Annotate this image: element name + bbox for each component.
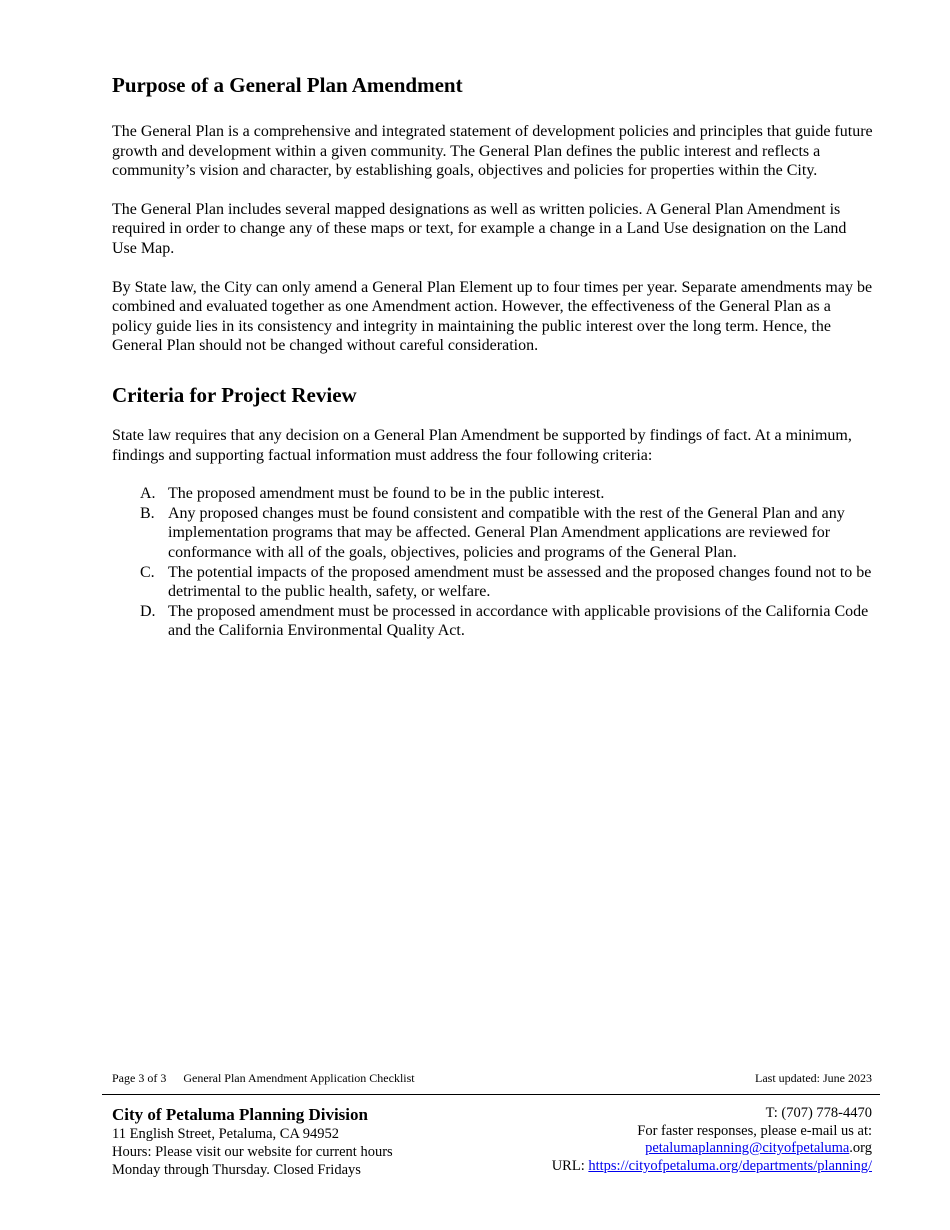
purpose-paragraph-3: By State law, the City can only amend a General Plan Element up to four times per year. Separate amendments may be combined and evaluated together as one Amendment action. However, the effectiveness of the General Plan as a policy guide lies in its consistency and integrity in maintaining the public interest over the long term. Hence, the General Plan should not be changed without careful consideration. — [112, 278, 873, 355]
criteria-text: The proposed amendment must be found to be in the public interest. — [168, 485, 605, 503]
phone-number: T: (707) 778-4470 — [765, 1105, 872, 1121]
website-link[interactable]: https://cityofpetaluma.org/departments/planning/ — [588, 1157, 872, 1174]
criteria-item — [112, 602, 874, 641]
last-updated: Last updated: June 2023 — [755, 1071, 872, 1085]
page-number: Page 3 of 3 — [112, 1071, 167, 1085]
criteria-list — [112, 484, 874, 641]
criteria-text: The proposed amendment must be processed in accordance with applicable provisions of the California Code and the California Environmental Quality Act. — [168, 602, 869, 640]
purpose-paragraph-2: The General Plan includes several mapped designations as well as written policies. A General Plan Amendment is required in order to change any of these maps or text, for example a change in a Land Use designation on the Land Use Map. — [112, 200, 847, 257]
document-title: General Plan Amendment Application Checklist — [183, 1071, 415, 1085]
criteria-heading: Criteria for Project Review — [112, 382, 357, 407]
criteria-text: Any proposed changes must be found consistent and compatible with the rest of the General Plan and any implementation programs that may be affected. General Plan Amendment applications are reviewed for conformance with all of the goals, objectives, policies and programs of the General Plan. — [168, 504, 845, 561]
criteria-item — [112, 563, 874, 602]
criteria-letter: C. — [140, 563, 155, 581]
office-hours: Hours: Please visit our website for current hours — [112, 1144, 393, 1160]
url-label: URL: — [551, 1157, 589, 1174]
criteria-item — [112, 484, 874, 504]
email-prompt: For faster responses, please e-mail us at: — [637, 1122, 872, 1139]
purpose-heading: Purpose of a General Plan Amendment — [112, 73, 463, 97]
footer-divider — [102, 1094, 880, 1095]
page-footer-info — [112, 1071, 872, 1086]
office-days: Monday through Thursday. Closed Fridays — [112, 1162, 361, 1178]
criteria-letter: D. — [140, 602, 156, 620]
document-body — [112, 72, 874, 641]
purpose-paragraph-1: The General Plan is a comprehensive and integrated statement of development policies and principles that guide future growth and development within a given community. The General Plan defines the public interest and reflects a community’s vision and character, by establishing goals, objectives and policies for properties within the City. — [112, 123, 873, 180]
address: 11 English Street, Petaluma, CA 94952 — [112, 1126, 340, 1142]
email-domain-tail: .org — [849, 1140, 872, 1157]
criteria-letter: A. — [140, 485, 156, 503]
criteria-item — [112, 504, 874, 563]
organization-name: City of Petaluma Planning Division — [112, 1105, 368, 1124]
criteria-letter: B. — [140, 504, 155, 522]
criteria-text: The potential impacts of the proposed amendment must be assessed and the proposed changes found not to be detrimental to the public health, safety, or welfare. — [168, 563, 872, 601]
email-link[interactable]: petalumaplanning@cityofpetaluma — [645, 1140, 850, 1157]
criteria-intro: State law requires that any decision on a General Plan Amendment be supported by findings of fact. At a minimum, findings and supporting factual information must address the four following criteria: — [112, 426, 852, 464]
